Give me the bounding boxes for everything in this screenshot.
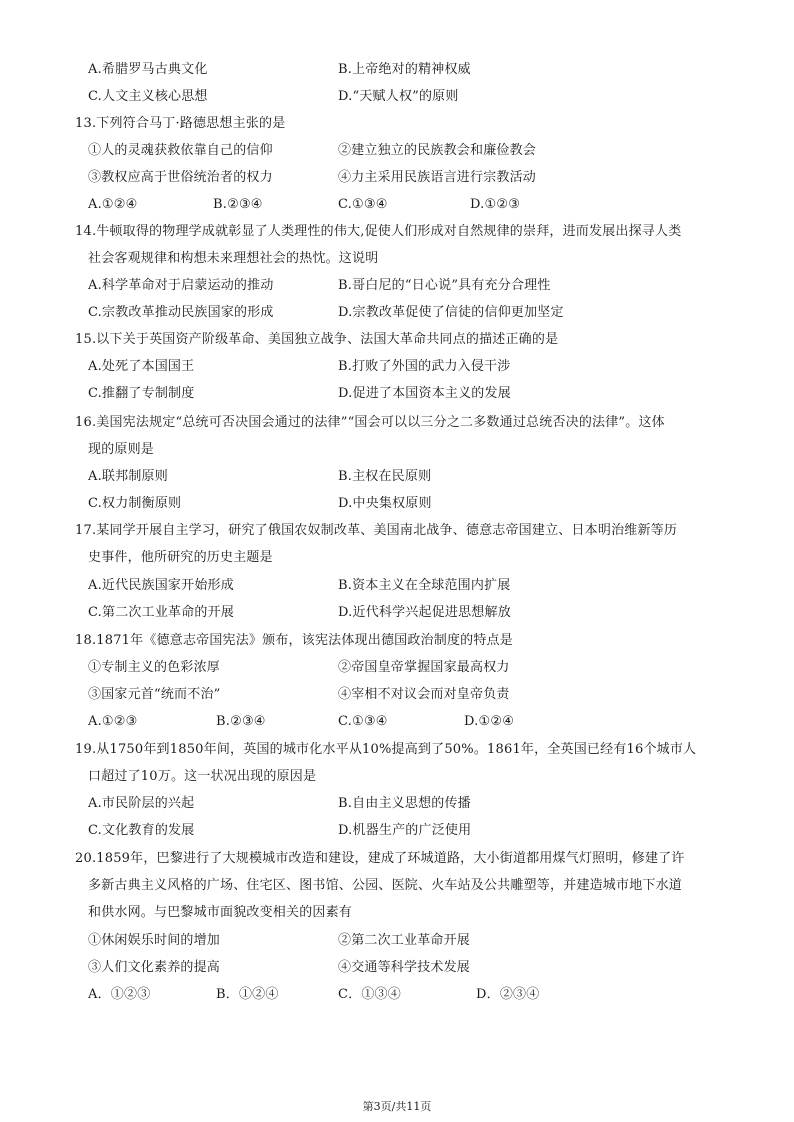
q19-stem-line2: 口超过了10万。这一状况出现的原因是 — [88, 769, 317, 784]
q14-stem-line2: 社会客观规律和构想未来理想社会的热忱。这说明 — [88, 251, 379, 266]
q13-option-b: B.②③④ — [213, 197, 263, 212]
q19-option-a: A.市民阶层的兴起 — [88, 796, 195, 811]
q15-option-c: C.推翻了专制制度 — [88, 386, 195, 401]
q15-option-d: D.促进了本国资本主义的发展 — [338, 386, 511, 401]
q16-option-b: B.主权在民原则 — [338, 469, 432, 484]
q20-stem-line3: 和供水网。与巴黎城市面貌改变相关的因素有 — [88, 905, 353, 920]
q12-option-b: B.上帝绝对的精神权威 — [338, 62, 471, 77]
q18-item-4: ④宰相不对议会而对皇帝负责 — [338, 687, 510, 702]
q20-item-3: ③人们文化素养的提高 — [88, 960, 221, 975]
q18-item-2: ②帝国皇帝掌握国家最高权力 — [338, 660, 510, 675]
q13-option-d: D.①②③ — [470, 197, 521, 212]
q17-stem-line2: 史事件，他所研究的历史主题是 — [88, 550, 273, 565]
q18-stem: 18.1871年《德意志帝国宪法》颁布，该宪法体现出德国政治制度的特点是 — [75, 633, 513, 648]
q17-option-a: A.近代民族国家开始形成 — [88, 578, 234, 593]
q13-option-a: A.①②④ — [88, 197, 138, 212]
q15-stem: 15.以下关于英国资产阶级革命、美国独立战争、法国大革命共同点的描述正确的是 — [75, 332, 559, 347]
q17-option-b: B.资本主义在全球范围内扩展 — [338, 578, 511, 593]
q20-item-1: ①休闲娱乐时间的增加 — [88, 933, 221, 948]
q16-stem-line2: 现的原则是 — [88, 442, 155, 457]
q12-option-c: C.人文主义核心思想 — [88, 89, 208, 104]
q13-item-2: ②建立独立的民族教会和廉俭教会 — [338, 143, 537, 158]
q20-option-c: C．①③④ — [338, 987, 401, 1002]
q13-item-3: ③教权应高于世俗统治者的权力 — [88, 170, 273, 185]
q13-stem: 13.下列符合马丁·路德思想主张的是 — [75, 116, 286, 131]
q12-option-a: A.希腊罗马古典文化 — [88, 62, 208, 77]
q18-item-3: ③国家元首“统而不治” — [88, 687, 221, 702]
q14-option-d: D.宗教改革促使了信徒的信仰更加坚定 — [338, 305, 564, 320]
q13-item-4: ④力主采用民族语言进行宗教活动 — [338, 170, 537, 185]
q17-stem-line1: 17.某同学开展自主学习，研究了俄国农奴制改革、美国南北战争、德意志帝国建立、日本明治维新等历 — [75, 523, 678, 538]
page-number: 第3页/共11页 — [362, 1100, 432, 1113]
q19-option-d: D.机器生产的广泛使用 — [338, 823, 472, 838]
q19-stem-line1: 19.从1750年到1850年间，英国的城市化水平从10%提高到了50%。1861年，全英国已经有16个城市人 — [75, 742, 697, 757]
q18-item-1: ①专制主义的色彩浓厚 — [88, 660, 221, 675]
q20-item-2: ②第二次工业革命开展 — [338, 933, 471, 948]
q20-stem-line2: 多新古典主义风格的广场、住宅区、图书馆、公园、医院、火车站及公共雕塑等，并建造城市地下水道 — [88, 878, 683, 893]
q13-option-c: C.①③④ — [338, 197, 388, 212]
q20-stem-line1: 20.1859年，巴黎进行了大规模城市改造和建设，建成了环城道路，大小街道都用煤气灯照明，修建了许 — [75, 851, 685, 866]
q14-option-b: B.哥白尼的“日心说”具有充分合理性 — [338, 278, 551, 293]
q17-option-c: C.第二次工业革命的开展 — [88, 605, 235, 620]
q14-option-a: A.科学革命对于启蒙运动的推动 — [88, 278, 274, 293]
q15-option-a: A.处死了本国国王 — [88, 359, 195, 374]
q16-option-c: C.权力制衡原则 — [88, 496, 182, 511]
q18-option-c: C.①③④ — [338, 714, 388, 729]
q19-option-c: C.文化教育的发展 — [88, 823, 195, 838]
q12-option-d: D.“天赋人权”的原则 — [338, 89, 459, 104]
q14-stem-line1: 14.牛顿取得的物理学成就彰显了人类理性的伟大,促使人们形成对自然规律的崇拜，进而发展出探寻人类 — [75, 224, 682, 239]
q19-option-b: B.自由主义思想的传播 — [338, 796, 471, 811]
q16-option-d: D.中央集权原则 — [338, 496, 432, 511]
q16-option-a: A.联邦制原则 — [88, 469, 168, 484]
q20-option-b: B．①②④ — [216, 987, 279, 1002]
q16-stem-line1: 16.美国宪法规定“总统可否决国会通过的法律”“国会可以以三分之二多数通过总统否决的法律”。这体 — [75, 415, 665, 430]
q13-item-1: ①人的灵魂获救依靠自己的信仰 — [88, 143, 273, 158]
q18-option-d: D.①②④ — [464, 714, 515, 729]
q14-option-c: C.宗教改革推动民族国家的形成 — [88, 305, 274, 320]
q18-option-b: B.②③④ — [216, 714, 266, 729]
q20-item-4: ④交通等科学技术发展 — [338, 960, 471, 975]
q20-option-d: D．②③④ — [476, 987, 540, 1002]
q17-option-d: D.近代科学兴起促进思想解放 — [338, 605, 511, 620]
q15-option-b: B.打败了外国的武力入侵干涉 — [338, 359, 511, 374]
q18-option-a: A.①②③ — [88, 714, 138, 729]
q20-option-a: A．①②③ — [88, 987, 151, 1002]
